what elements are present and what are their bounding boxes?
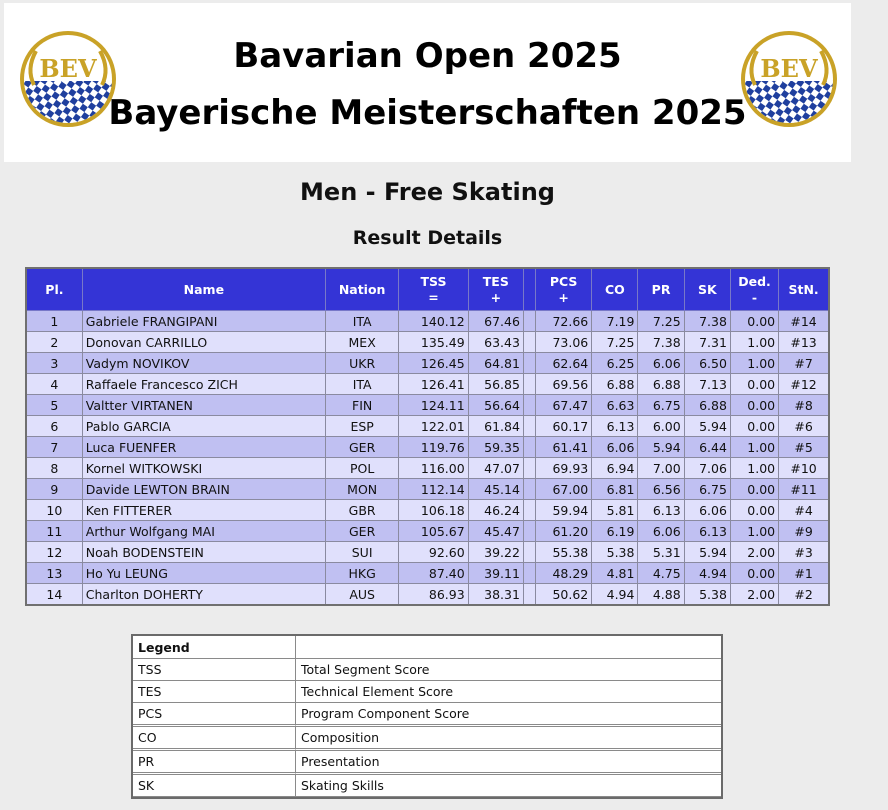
cell-tss: 87.40 — [399, 563, 468, 584]
cell-tes: 38.31 — [468, 584, 523, 606]
cell-ded: 0.00 — [730, 416, 778, 437]
cell-name: Davide LEWTON BRAIN — [82, 479, 325, 500]
cell-pr: 6.06 — [638, 521, 684, 542]
cell-spacer — [523, 521, 535, 542]
col-tss: TSS = — [399, 268, 468, 311]
cell-ded: 1.00 — [730, 437, 778, 458]
cell-name: Vadym NOVIKOV — [82, 353, 325, 374]
cell-pl: 2 — [26, 332, 82, 353]
cell-stn: #12 — [779, 374, 829, 395]
cell-sk: 5.94 — [684, 416, 730, 437]
cell-spacer — [523, 479, 535, 500]
table-row — [26, 479, 829, 500]
cell-pcs: 50.62 — [535, 584, 591, 606]
cell-ded: 1.00 — [730, 521, 778, 542]
table-row — [26, 311, 829, 332]
legend-abbr: CO — [133, 727, 296, 751]
cell-tss: 126.41 — [399, 374, 468, 395]
cell-stn: #10 — [779, 458, 829, 479]
cell-tss: 112.14 — [399, 479, 468, 500]
cell-sk: 7.31 — [684, 332, 730, 353]
cell-stn: #11 — [779, 479, 829, 500]
legend-table — [131, 634, 723, 799]
cell-pcs: 60.17 — [535, 416, 591, 437]
col-pr: PR — [638, 268, 684, 311]
cell-ded: 1.00 — [730, 458, 778, 479]
results-body — [26, 311, 829, 606]
cell-sk: 5.38 — [684, 584, 730, 606]
result-details-title: Result Details — [352, 227, 503, 249]
cell-ded: 1.00 — [730, 353, 778, 374]
col-co: CO — [592, 268, 638, 311]
cell-pcs: 55.38 — [535, 542, 591, 563]
cell-pcs: 73.06 — [535, 332, 591, 353]
table-row — [26, 437, 829, 458]
col-ded: Ded. - — [730, 268, 778, 311]
cell-co: 4.94 — [592, 584, 638, 606]
cell-pcs: 67.00 — [535, 479, 591, 500]
cell-tes: 46.24 — [468, 500, 523, 521]
cell-co: 6.19 — [592, 521, 638, 542]
cell-tss: 106.18 — [399, 500, 468, 521]
cell-pr: 6.56 — [638, 479, 684, 500]
cell-tes: 47.07 — [468, 458, 523, 479]
legend-row — [133, 703, 721, 727]
cell-nation: SUI — [325, 542, 398, 563]
cell-pr: 6.88 — [638, 374, 684, 395]
cell-nation: ESP — [325, 416, 398, 437]
cell-tss: 92.60 — [399, 542, 468, 563]
cell-sk: 5.94 — [684, 542, 730, 563]
cell-spacer — [523, 311, 535, 332]
cell-sk: 6.50 — [684, 353, 730, 374]
title-line-1: Bavarian Open 2025 — [233, 36, 622, 76]
table-header-row — [26, 268, 829, 311]
cell-spacer — [523, 332, 535, 353]
cell-pl: 14 — [26, 584, 82, 606]
cell-pl: 7 — [26, 437, 82, 458]
cell-co: 7.25 — [592, 332, 638, 353]
table-row — [26, 542, 829, 563]
cell-pr: 7.00 — [638, 458, 684, 479]
cell-pr: 4.88 — [638, 584, 684, 606]
cell-ded: 0.00 — [730, 311, 778, 332]
cell-pcs: 61.20 — [535, 521, 591, 542]
cell-stn: #3 — [779, 542, 829, 563]
cell-pl: 13 — [26, 563, 82, 584]
cell-co: 5.81 — [592, 500, 638, 521]
cell-nation: HKG — [325, 563, 398, 584]
cell-spacer — [523, 353, 535, 374]
event-title: Men - Free Skating — [300, 178, 555, 206]
header-banner — [4, 3, 851, 162]
cell-tes: 39.22 — [468, 542, 523, 563]
table-row — [26, 584, 829, 606]
cell-tes: 63.43 — [468, 332, 523, 353]
table-row — [26, 500, 829, 521]
cell-stn: #6 — [779, 416, 829, 437]
col-tes: TES + — [468, 268, 523, 311]
cell-spacer — [523, 437, 535, 458]
table-row — [26, 458, 829, 479]
cell-name: Donovan CARRILLO — [82, 332, 325, 353]
cell-spacer — [523, 458, 535, 479]
cell-name: Arthur Wolfgang MAI — [82, 521, 325, 542]
cell-spacer — [523, 542, 535, 563]
cell-co: 7.19 — [592, 311, 638, 332]
cell-pl: 8 — [26, 458, 82, 479]
cell-nation: MEX — [325, 332, 398, 353]
cell-tes: 56.85 — [468, 374, 523, 395]
cell-tes: 45.47 — [468, 521, 523, 542]
cell-name: Valtter VIRTANEN — [82, 395, 325, 416]
cell-co: 6.06 — [592, 437, 638, 458]
col-sk: SK — [684, 268, 730, 311]
results-table — [25, 267, 830, 606]
cell-spacer — [523, 416, 535, 437]
cell-ded: 0.00 — [730, 395, 778, 416]
col-nation: Nation — [325, 268, 398, 311]
cell-tss: 124.11 — [399, 395, 468, 416]
table-row — [26, 416, 829, 437]
cell-tss: 86.93 — [399, 584, 468, 606]
legend-header-row — [133, 636, 721, 659]
cell-ded: 2.00 — [730, 584, 778, 606]
cell-co: 6.88 — [592, 374, 638, 395]
cell-pl: 9 — [26, 479, 82, 500]
cell-nation: ITA — [325, 374, 398, 395]
cell-ded: 1.00 — [730, 332, 778, 353]
cell-ded: 0.00 — [730, 563, 778, 584]
cell-name: Charlton DOHERTY — [82, 584, 325, 606]
legend-desc: Composition — [296, 727, 721, 751]
cell-sk: 6.13 — [684, 521, 730, 542]
cell-co: 6.81 — [592, 479, 638, 500]
cell-tes: 59.35 — [468, 437, 523, 458]
cell-ded: 2.00 — [730, 542, 778, 563]
cell-pl: 10 — [26, 500, 82, 521]
legend-abbr: PR — [133, 751, 296, 775]
cell-pr: 7.25 — [638, 311, 684, 332]
cell-co: 6.94 — [592, 458, 638, 479]
cell-nation: AUS — [325, 584, 398, 606]
cell-stn: #7 — [779, 353, 829, 374]
cell-stn: #9 — [779, 521, 829, 542]
cell-ded: 0.00 — [730, 500, 778, 521]
legend-desc: Technical Element Score — [296, 681, 721, 703]
cell-stn: #8 — [779, 395, 829, 416]
cell-pl: 4 — [26, 374, 82, 395]
cell-stn: #14 — [779, 311, 829, 332]
legend-desc: Presentation — [296, 751, 721, 775]
cell-nation: ITA — [325, 311, 398, 332]
cell-name: Ken FITTERER — [82, 500, 325, 521]
cell-name: Ho Yu LEUNG — [82, 563, 325, 584]
cell-pl: 5 — [26, 395, 82, 416]
cell-stn: #5 — [779, 437, 829, 458]
cell-ded: 0.00 — [730, 479, 778, 500]
table-row — [26, 395, 829, 416]
svg-text:BEV: BEV — [760, 54, 818, 83]
cell-pcs: 69.93 — [535, 458, 591, 479]
cell-pcs: 61.41 — [535, 437, 591, 458]
cell-pcs: 72.66 — [535, 311, 591, 332]
cell-tes: 64.81 — [468, 353, 523, 374]
cell-co: 6.63 — [592, 395, 638, 416]
cell-pl: 11 — [26, 521, 82, 542]
bev-logo-right — [739, 29, 839, 129]
col-spacer — [523, 268, 535, 311]
cell-nation: POL — [325, 458, 398, 479]
legend-row — [133, 681, 721, 703]
cell-stn: #2 — [779, 584, 829, 606]
cell-tss: 119.76 — [399, 437, 468, 458]
cell-pr: 6.00 — [638, 416, 684, 437]
legend-abbr: SK — [133, 775, 296, 797]
cell-pcs: 59.94 — [535, 500, 591, 521]
cell-spacer — [523, 584, 535, 606]
cell-sk: 7.13 — [684, 374, 730, 395]
cell-spacer — [523, 374, 535, 395]
legend-row — [133, 751, 721, 775]
cell-sk: 7.06 — [684, 458, 730, 479]
cell-tss: 105.67 — [399, 521, 468, 542]
cell-nation: FIN — [325, 395, 398, 416]
cell-spacer — [523, 563, 535, 584]
cell-name: Kornel WITKOWSKI — [82, 458, 325, 479]
cell-tes: 39.11 — [468, 563, 523, 584]
cell-pcs: 69.56 — [535, 374, 591, 395]
cell-sk: 7.38 — [684, 311, 730, 332]
bev-logo-left — [18, 29, 118, 129]
cell-pl: 6 — [26, 416, 82, 437]
table-row — [26, 332, 829, 353]
legend-desc: Total Segment Score — [296, 659, 721, 681]
table-row — [26, 374, 829, 395]
cell-tes: 56.64 — [468, 395, 523, 416]
cell-tes: 67.46 — [468, 311, 523, 332]
cell-stn: #13 — [779, 332, 829, 353]
col-pcs: PCS + — [535, 268, 591, 311]
cell-pcs: 67.47 — [535, 395, 591, 416]
cell-co: 5.38 — [592, 542, 638, 563]
legend-row — [133, 727, 721, 751]
cell-sk: 6.88 — [684, 395, 730, 416]
cell-pl: 1 — [26, 311, 82, 332]
table-row — [26, 521, 829, 542]
cell-spacer — [523, 395, 535, 416]
cell-pr: 7.38 — [638, 332, 684, 353]
cell-nation: MON — [325, 479, 398, 500]
cell-pr: 6.06 — [638, 353, 684, 374]
cell-pl: 12 — [26, 542, 82, 563]
cell-tes: 45.14 — [468, 479, 523, 500]
cell-nation: GER — [325, 521, 398, 542]
cell-tss: 126.45 — [399, 353, 468, 374]
legend-row — [133, 659, 721, 681]
cell-co: 6.25 — [592, 353, 638, 374]
cell-tss: 122.01 — [399, 416, 468, 437]
cell-pcs: 62.64 — [535, 353, 591, 374]
cell-tss: 140.12 — [399, 311, 468, 332]
cell-sk: 6.06 — [684, 500, 730, 521]
cell-spacer — [523, 500, 535, 521]
cell-nation: GBR — [325, 500, 398, 521]
col-stn: StN. — [779, 268, 829, 311]
cell-pl: 3 — [26, 353, 82, 374]
legend-desc: Program Component Score — [296, 703, 721, 727]
legend-desc: Skating Skills — [296, 775, 721, 797]
cell-sk: 4.94 — [684, 563, 730, 584]
cell-sk: 6.75 — [684, 479, 730, 500]
legend-title: Legend — [133, 636, 296, 659]
legend-abbr: TSS — [133, 659, 296, 681]
cell-name: Noah BODENSTEIN — [82, 542, 325, 563]
svg-text:BEV: BEV — [39, 54, 97, 83]
cell-stn: #4 — [779, 500, 829, 521]
cell-tss: 116.00 — [399, 458, 468, 479]
legend-abbr: PCS — [133, 703, 296, 727]
cell-pcs: 48.29 — [535, 563, 591, 584]
cell-stn: #1 — [779, 563, 829, 584]
cell-name: Luca FUENFER — [82, 437, 325, 458]
cell-nation: UKR — [325, 353, 398, 374]
cell-pr: 6.75 — [638, 395, 684, 416]
cell-tss: 135.49 — [399, 332, 468, 353]
cell-ded: 0.00 — [730, 374, 778, 395]
cell-nation: GER — [325, 437, 398, 458]
title-line-2: Bayerische Meisterschaften 2025 — [108, 93, 747, 133]
col-name: Name — [82, 268, 325, 311]
legend-abbr: TES — [133, 681, 296, 703]
cell-pr: 5.31 — [638, 542, 684, 563]
legend-row — [133, 775, 721, 797]
cell-pr: 6.13 — [638, 500, 684, 521]
cell-name: Raffaele Francesco ZICH — [82, 374, 325, 395]
cell-pr: 5.94 — [638, 437, 684, 458]
cell-name: Gabriele FRANGIPANI — [82, 311, 325, 332]
cell-sk: 6.44 — [684, 437, 730, 458]
cell-name: Pablo GARCIA — [82, 416, 325, 437]
table-row — [26, 563, 829, 584]
col-pl: Pl. — [26, 268, 82, 311]
table-row — [26, 353, 829, 374]
cell-co: 4.81 — [592, 563, 638, 584]
cell-tes: 61.84 — [468, 416, 523, 437]
legend-title-blank — [296, 636, 721, 659]
cell-pr: 4.75 — [638, 563, 684, 584]
cell-co: 6.13 — [592, 416, 638, 437]
